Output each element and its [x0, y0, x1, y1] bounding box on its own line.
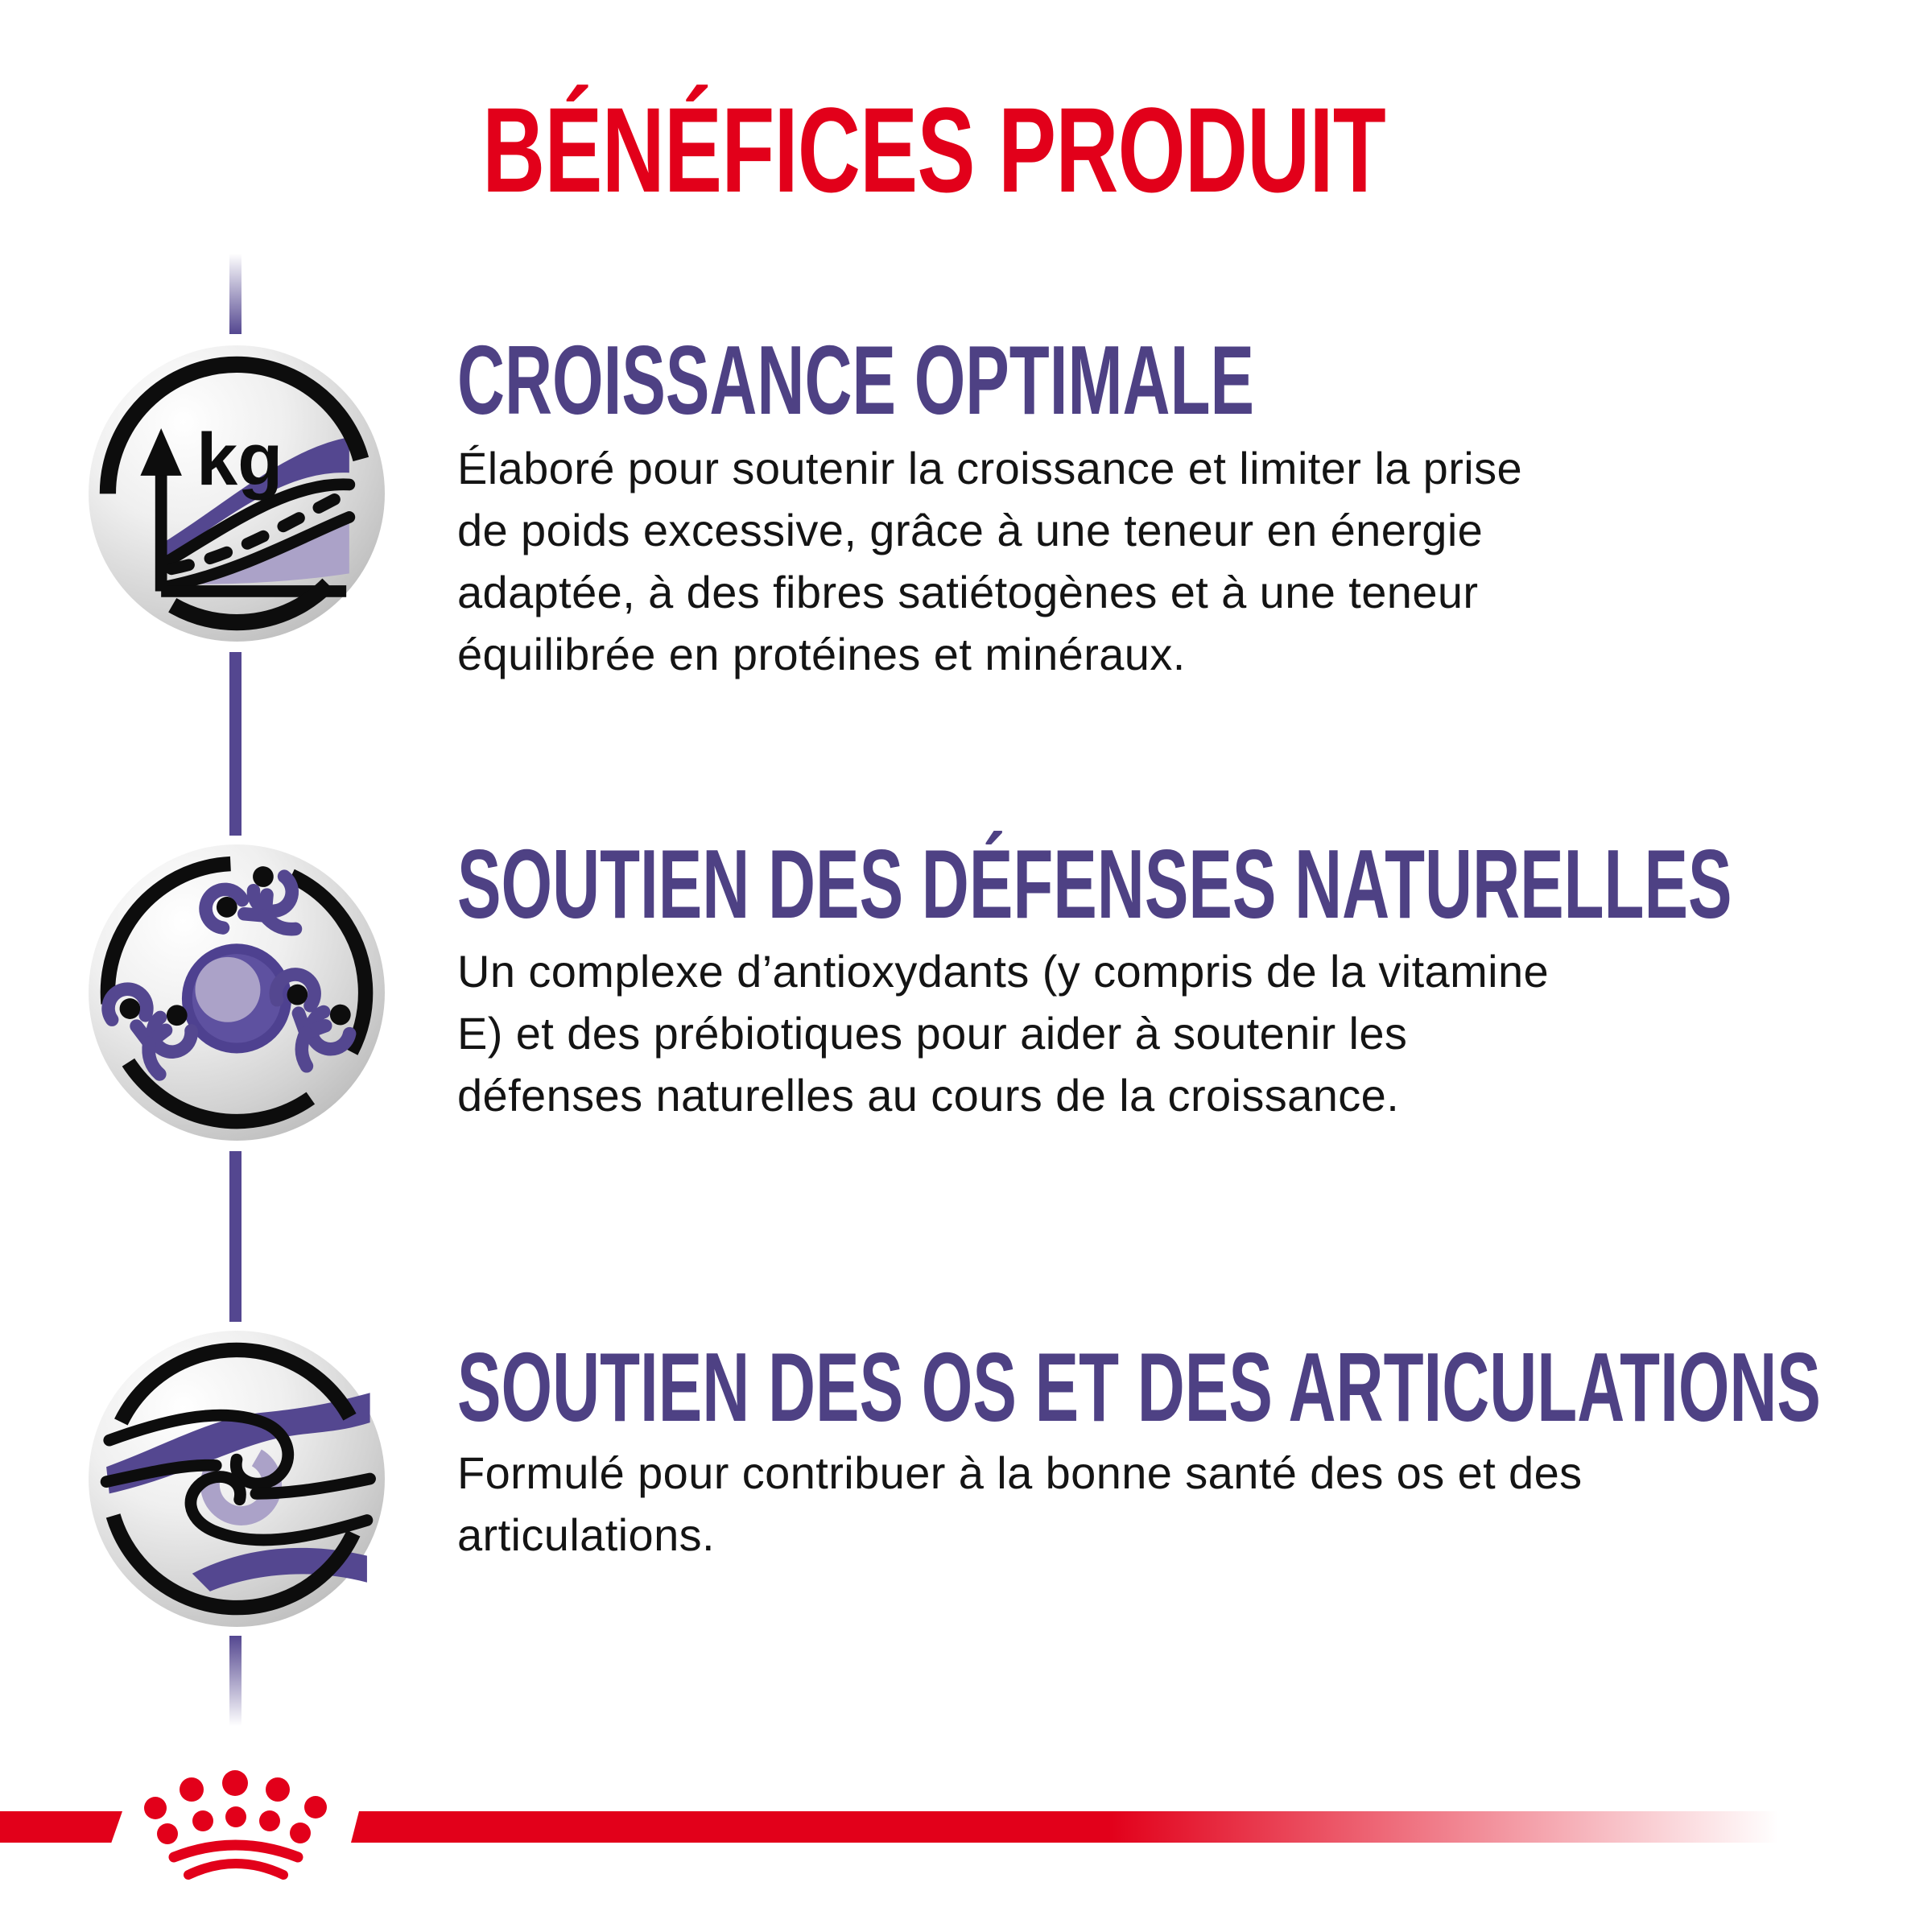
bone-joint-icon: [89, 1331, 385, 1627]
footer-red-bar-right: [351, 1811, 1808, 1843]
section-heading-defenses: SOUTIEN DES DÉFENSES NATURELLES: [457, 829, 1732, 939]
royal-canin-crown-logo: [121, 1767, 330, 1888]
timeline-segment-1-2: [229, 652, 242, 836]
timeline-segment-bottom: [229, 1636, 242, 1726]
timeline-segment-2-3: [229, 1151, 242, 1322]
page-title-text: BÉNÉFICES PRODUIT: [482, 82, 1385, 217]
section-heading-croissance: CROISSANCE OPTIMALE: [457, 325, 1255, 435]
growth-icon-badge: [89, 345, 385, 642]
immune-icon-badge: [89, 844, 385, 1141]
section-body-croissance: Élaboré pour soutenir la croissance et limiter la prise de poids excessive, grâce à une teneur en énergie adaptée, à des fibres satiétogènes et à une teneur équilibrée en protéines et minéraux.: [457, 443, 1523, 679]
section-body-articulations: Formulé pour contribuer à la bonne santé des os et des articulations.: [457, 1447, 1583, 1560]
joint-icon-badge: [89, 1331, 385, 1627]
section-body-defenses: Un complexe d’antioxydants (y compris de la vitamine E) et des prébiotiques pour aider à soutenir les défenses naturelles au cours de la croissance.: [457, 946, 1550, 1121]
footer-red-bar-left: [0, 1811, 122, 1843]
immune-defense-cell-icon: [89, 844, 385, 1141]
growth-curve-kg-icon: [89, 345, 385, 642]
kg-label: kg: [196, 418, 283, 501]
page-title: [0, 80, 1868, 220]
timeline-segment-top: [229, 254, 242, 334]
section-heading-articulations: SOUTIEN DES OS ET DES ARTICULATIONS: [457, 1332, 1821, 1442]
